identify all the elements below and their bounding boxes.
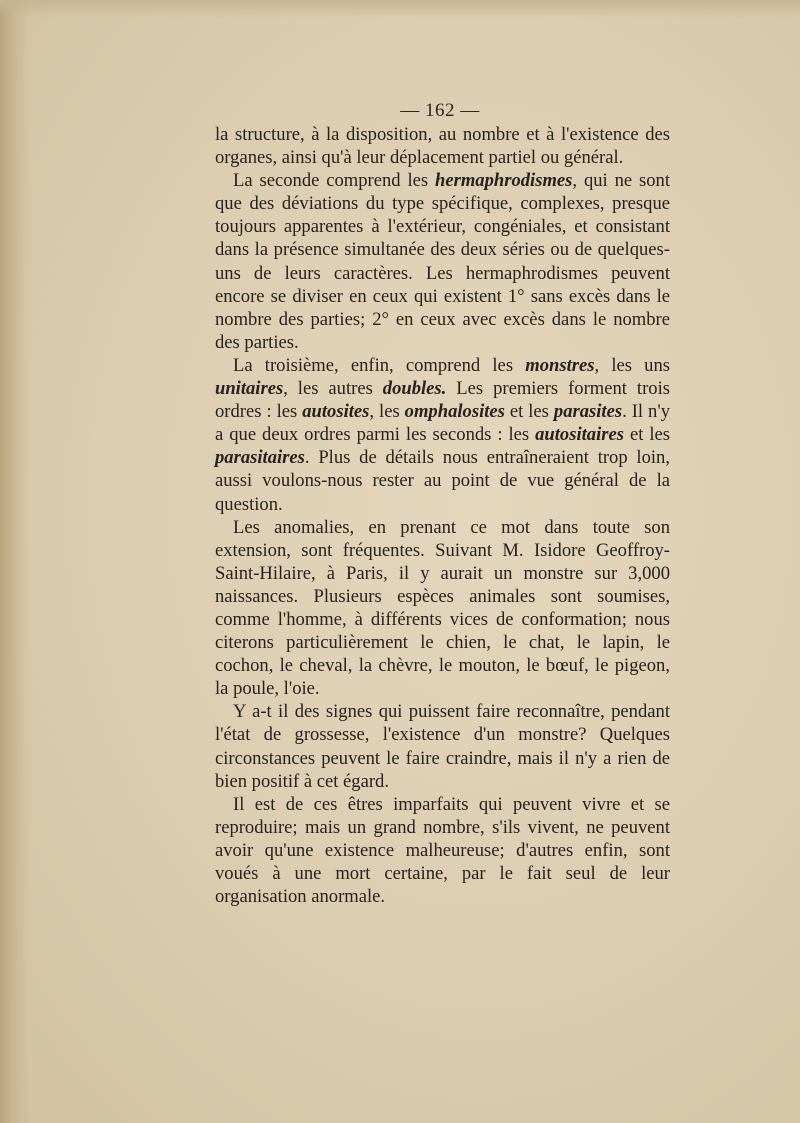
page-number: — 162 —	[400, 100, 480, 121]
italic-term: monstres	[525, 354, 595, 376]
text-run: . Il n'y a que deux ordres parmi les seconds : les	[215, 401, 671, 446]
page-left-edge-shadow	[0, 0, 30, 1123]
italic-term: doubles.	[382, 378, 447, 400]
text-run: Y a-t il des signes qui puissent faire reconnaître, pendant l'état de grossesse, l'existence d'un monstre? Quelques circonstances peuvent le faire craindre, mais il n'y a rien de bien positif à cet égard.	[215, 701, 670, 792]
text-run: La seconde comprend les	[233, 170, 435, 192]
page-top-edge-shadow	[0, 0, 800, 18]
text-run: et les	[623, 424, 670, 446]
text-run: , les autres	[283, 378, 383, 400]
text-run: . Plus de détails nous entraîneraient trop loin, aussi voulons-nous rester au point de vue général de la question.	[215, 447, 670, 515]
paragraph	[215, 793, 670, 908]
italic-term: autositaires	[535, 424, 624, 446]
paragraph	[215, 169, 670, 354]
italic-term: parasitaires	[215, 447, 305, 469]
body-text	[215, 123, 670, 908]
text-run: Les premiers forment trois ordres : les	[215, 378, 670, 423]
text-run: la structure, à la disposition, au nombre et à l'existence des organes, ainsi qu'à leur déplacement partiel ou général.	[215, 124, 670, 169]
italic-term: unitaires	[215, 378, 284, 400]
text-run: La troisième, enfin, comprend les	[233, 354, 526, 376]
text-run: , les	[369, 401, 405, 423]
text-run: et les	[504, 401, 554, 423]
text-run: Les anomalies, en prenant ce mot dans toute son extension, sont fréquentes. Suivant M. Isidore Geoffroy-Saint-Hilaire, à Paris, il y aurait un monstre sur 3,000 naissances. Plusieurs espèces animales sont soumises, comme l'homme, à différents vices de conformation; nous citerons particulièrement le chien, le chat, le lapin, le cochon, le cheval, la chèvre, le mouton, le bœuf, le pigeon, la poule, l'oie.	[215, 516, 670, 700]
text-run: Il est de ces êtres imparfaits qui peuvent vivre et se reproduire; mais un grand nombre, s'ils vivent, ne peuvent avoir qu'une existence malheureuse; d'autres enfin, sont voués à une mort certaine, par le fait seul de leur organisation anormale.	[215, 793, 670, 908]
paragraph	[215, 354, 670, 516]
italic-term: parasites	[553, 401, 623, 423]
paragraph	[215, 123, 670, 169]
text-run: , les uns	[594, 354, 670, 376]
paragraph	[215, 700, 670, 792]
italic-term: omphalosites	[404, 401, 505, 423]
italic-term: autosites	[302, 401, 370, 423]
text-run: , qui ne sont que des déviations du type spécifique, complexes, presque toujours apparentes à l'extérieur, congéniales, et consistant dans la présence simultanée des deux séries ou de quelques-uns de leurs caractères. Les hermaphrodismes peuvent encore se diviser en ceux qui existent 1° sans excès dans le nombre des parties; 2° en ceux avec excès dans le nombre des parties.	[215, 170, 670, 353]
italic-term: hermaphrodismes	[435, 170, 573, 192]
paragraph	[215, 516, 670, 701]
